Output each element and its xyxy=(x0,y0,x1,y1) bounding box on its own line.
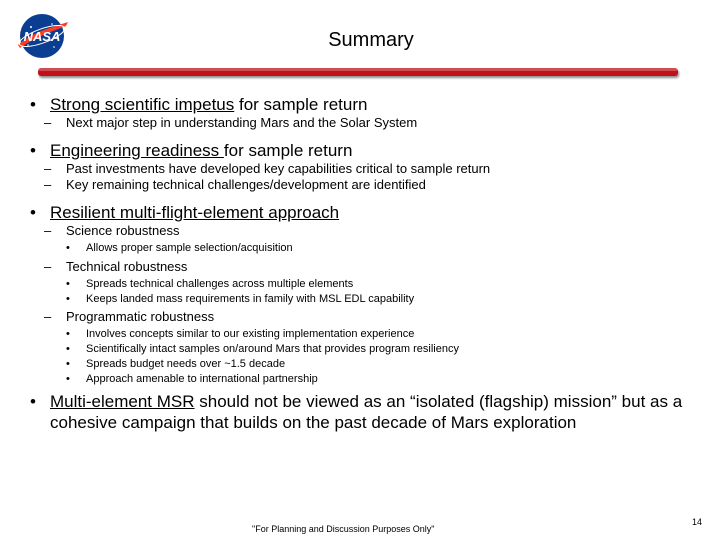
sub-bullet-text: Programmatic robustness xyxy=(66,309,215,325)
bullet-text: for sample return xyxy=(234,95,368,114)
sub-sub-bullet-text: Spreads budget needs over ~1.5 decade xyxy=(86,357,286,370)
sub-bullet: – Key remaining technical challenges/development are identified xyxy=(44,177,426,192)
footer-note: "For Planning and Discussion Purposes Only" xyxy=(252,524,435,534)
sub-bullet: – Programmatic robustness xyxy=(44,309,215,325)
bullet-heading: Engineering readiness xyxy=(50,141,224,160)
bullet-text: for sample return xyxy=(223,141,353,160)
bullet-campaign xyxy=(28,391,690,433)
page-number: 14 xyxy=(691,517,702,527)
sub-sub-bullet xyxy=(28,327,698,342)
bullet-engineering xyxy=(28,141,698,161)
sub-sub-bullet xyxy=(28,357,698,372)
bullet-list xyxy=(28,88,698,433)
sub-bullet-text: Past investments have developed key capabilities critical to sample return xyxy=(66,161,491,176)
sub-bullet-text: Science robustness xyxy=(66,223,180,238)
bullet-resilient xyxy=(28,203,698,223)
sub-sub-bullet xyxy=(28,292,698,307)
title-divider xyxy=(38,68,678,76)
sub-bullet-text: Technical robustness xyxy=(66,258,188,274)
sub-sub-bullet xyxy=(28,241,698,256)
sub-bullet-text: Next major step in understanding Mars and the Solar System xyxy=(66,115,418,130)
sub-sub-bullet-text: Approach amenable to international partnership xyxy=(86,372,318,385)
sub-bullet: – Past investments have developed key capabilities critical to sample return xyxy=(44,161,491,176)
sub-bullet: – Technical robustness xyxy=(44,258,188,274)
page-title: Summary xyxy=(328,29,414,51)
bullet-science xyxy=(28,95,698,115)
bullet-text: should not be viewed as an “isolated (flagship) mission” but as a cohesive campaign that builds on the past decade of Mars exploration xyxy=(50,391,683,432)
sub-sub-bullet-text: Keeps landed mass requirements in family with MSL EDL capability xyxy=(86,292,415,305)
bullet-heading: Resilient multi-flight-element approach xyxy=(50,203,340,222)
nasa-logo-text: NASA xyxy=(23,29,61,44)
sub-sub-bullet xyxy=(28,372,698,387)
sub-bullet-text: Key remaining technical challenges/development are identified xyxy=(66,177,426,192)
sub-sub-bullet-text: Scientifically intact samples on/around Mars that provides program resiliency xyxy=(86,343,459,356)
sub-sub-bullet xyxy=(28,342,698,357)
sub-sub-bullet-text: Involves concepts similar to our existing implementation experience xyxy=(86,328,415,341)
sub-sub-bullet-text: Allows proper sample selection/acquisition xyxy=(86,242,293,254)
sub-sub-bullet xyxy=(28,277,698,292)
sub-sub-bullet-text: Spreads technical challenges across multiple elements xyxy=(86,277,354,290)
sub-bullet: – Next major step in understanding Mars and the Solar System xyxy=(44,115,418,130)
sub-bullet: – Science robustness xyxy=(44,223,180,238)
bullet-heading: Strong scientific impetus xyxy=(50,95,235,114)
bullet-heading: Multi-element MSR xyxy=(50,391,195,411)
